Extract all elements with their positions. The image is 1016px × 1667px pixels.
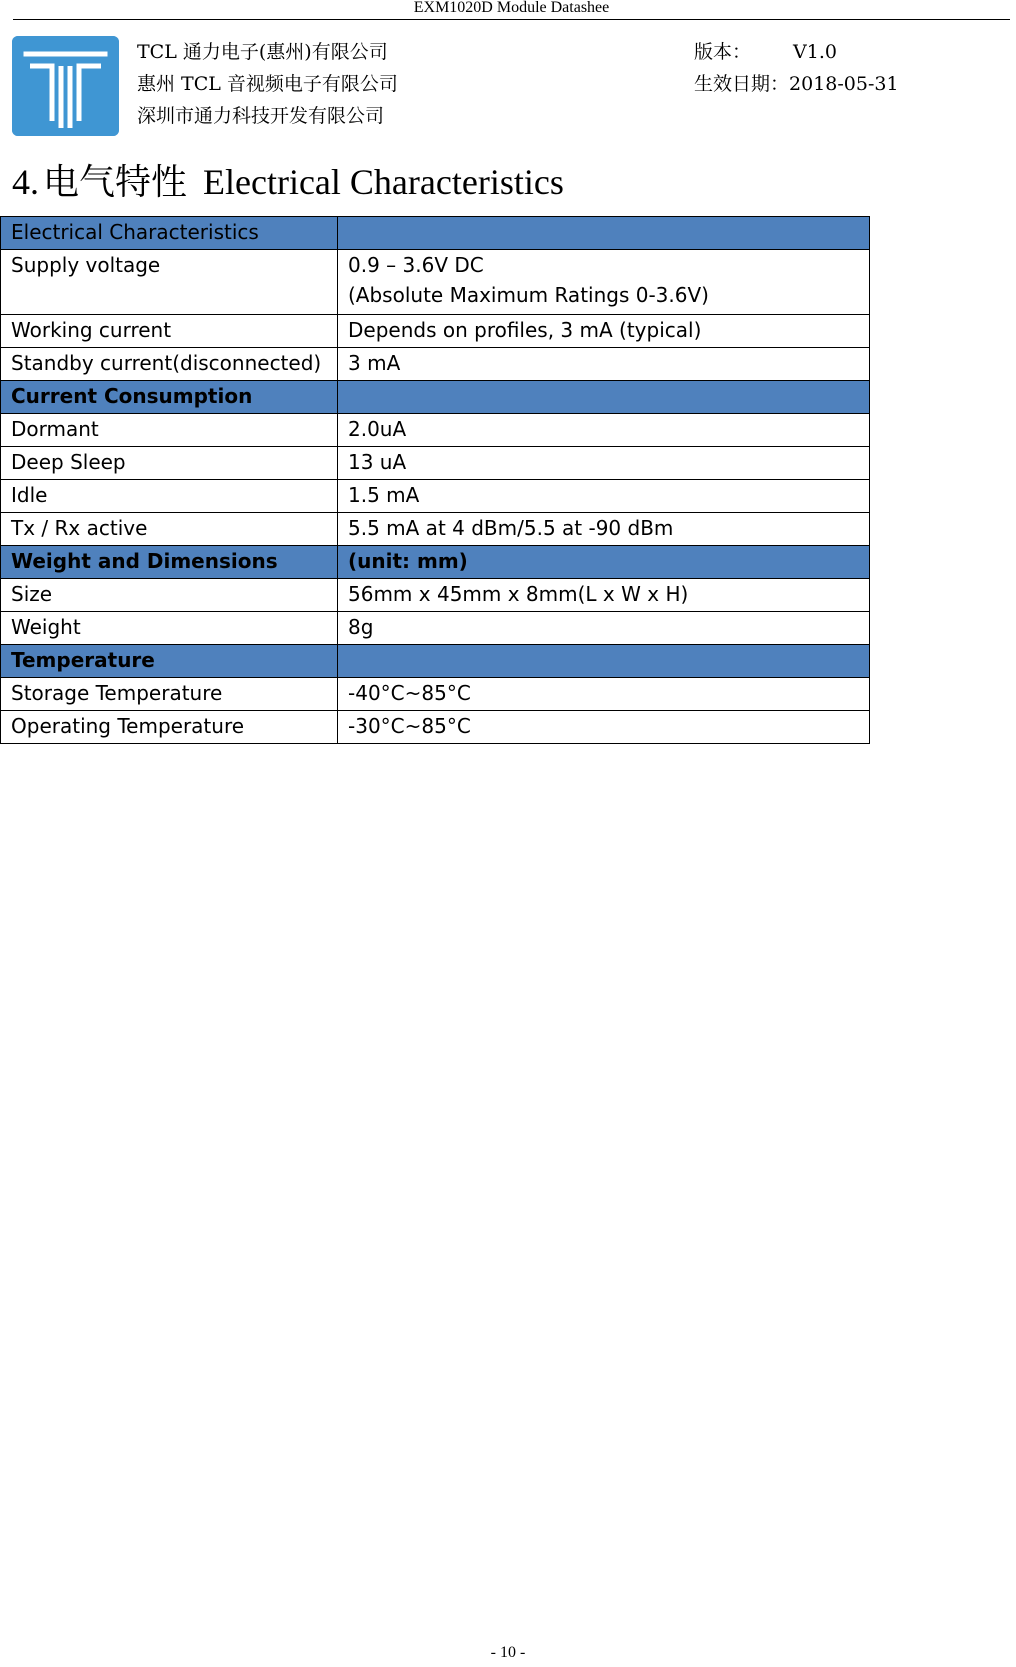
company-names xyxy=(137,36,398,132)
section-title-en: Electrical Characteristics xyxy=(203,162,564,202)
table-row xyxy=(1,348,870,381)
table-row xyxy=(1,678,870,711)
table-section-row xyxy=(1,381,870,414)
table-row xyxy=(1,250,870,315)
tcl-logo xyxy=(12,36,119,136)
version-value: V1.0 xyxy=(793,41,837,63)
table-row xyxy=(1,414,870,447)
version-row xyxy=(694,36,899,68)
table-cell-label: Deep Sleep xyxy=(1,447,338,480)
page-number: - 10 - xyxy=(490,1644,526,1661)
table-cell-value-line: 0.9 – 3.6V DC xyxy=(348,253,484,277)
table-cell-value: 3 mA xyxy=(338,348,870,381)
section-title xyxy=(12,160,564,204)
table-cell-label: Storage Temperature xyxy=(1,678,338,711)
company-name-2: 惠州 TCL 音视频电子有限公司 xyxy=(137,73,398,95)
table-section-row xyxy=(1,645,870,678)
table-cell-label: Standby current(disconnected) xyxy=(1,348,338,381)
effective-date-value: 2018-05-31 xyxy=(789,73,899,95)
table-cell-label: Idle xyxy=(1,480,338,513)
table-cell-label: Weight xyxy=(1,612,338,645)
table-row xyxy=(1,579,870,612)
table-section-row xyxy=(1,217,870,250)
table-cell-label: Electrical Characteristics xyxy=(1,217,338,250)
table-cell-label: Working current xyxy=(1,315,338,348)
table-cell-value: Depends on profiles, 3 mA (typical) xyxy=(338,315,870,348)
table-cell-value: -30°C~85°C xyxy=(338,711,870,744)
table-cell-label: Operating Temperature xyxy=(1,711,338,744)
table-cell-value: 56mm x 45mm x 8mm(L x W x H) xyxy=(338,579,870,612)
table-cell-value: 13 uA xyxy=(338,447,870,480)
table-cell-value: 5.5 mA at 4 dBm/5.5 at -90 dBm xyxy=(338,513,870,546)
table-row xyxy=(1,711,870,744)
table-row xyxy=(1,315,870,348)
table-cell-value: (unit: mm) xyxy=(338,546,870,579)
effective-date-row xyxy=(694,68,899,100)
table-cell-label: Dormant xyxy=(1,414,338,447)
table-cell-value xyxy=(338,217,870,250)
electrical-characteristics-table xyxy=(0,216,870,744)
table-cell-label: Temperature xyxy=(1,645,338,678)
table-cell-value: 1.5 mA xyxy=(338,480,870,513)
company-name-3: 深圳市通力科技开发有限公司 xyxy=(137,105,385,127)
running-header: EXM1020D Module Datashee xyxy=(13,0,1010,20)
version-label: 版本： xyxy=(694,41,752,63)
document-meta xyxy=(694,36,899,100)
table-cell-label: Tx / Rx active xyxy=(1,513,338,546)
table-cell-value xyxy=(338,250,870,315)
table-cell-value: 8g xyxy=(338,612,870,645)
table-section-row xyxy=(1,546,870,579)
table-cell-value xyxy=(338,645,870,678)
table-cell-value xyxy=(338,381,870,414)
table-cell-value: 2.0uA xyxy=(338,414,870,447)
spec-table-body xyxy=(1,217,870,744)
table-cell-label: Size xyxy=(1,579,338,612)
table-row xyxy=(1,513,870,546)
table-row xyxy=(1,480,870,513)
section-number: 4. xyxy=(12,162,39,202)
table-cell-label: Current Consumption xyxy=(1,381,338,414)
table-cell-value-line: (Absolute Maximum Ratings 0-3.6V) xyxy=(348,283,709,307)
company-name-1: TCL 通力电子(惠州)有限公司 xyxy=(137,41,388,63)
effective-date-label: 生效日期： xyxy=(694,73,790,95)
table-row xyxy=(1,447,870,480)
table-cell-label: Weight and Dimensions xyxy=(1,546,338,579)
tcl-t-logo-icon xyxy=(12,36,119,136)
table-cell-label: Supply voltage xyxy=(1,250,338,315)
section-title-cn: 电气特性 xyxy=(43,162,188,202)
table-cell-value: -40°C~85°C xyxy=(338,678,870,711)
table-row xyxy=(1,612,870,645)
